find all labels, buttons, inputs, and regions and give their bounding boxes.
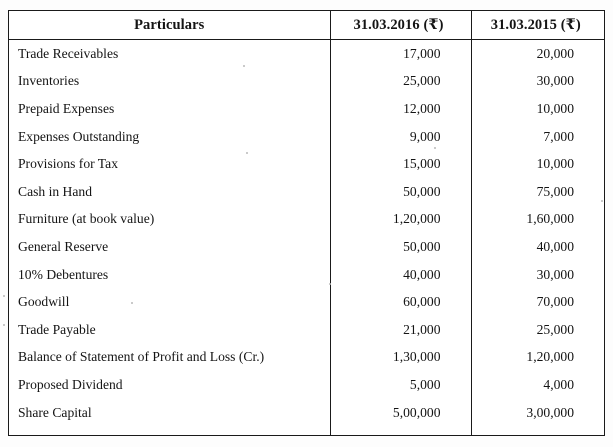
cell-particulars: Inventories — [18, 73, 80, 89]
table-row — [9, 68, 604, 96]
cell-particulars: Provisions for Tax — [18, 156, 118, 172]
cell-amount-2015: 10,000 — [471, 95, 604, 123]
cell-amount-2015: 70,000 — [471, 288, 604, 316]
cell-particulars: Proposed Dividend — [18, 376, 123, 392]
table-row — [9, 344, 604, 372]
cell-particulars: General Reserve — [18, 238, 109, 254]
cell-amount-2015: 4,000 — [471, 371, 604, 399]
table-row — [9, 206, 604, 234]
cell-amount-2016: 1,20,000 — [330, 206, 471, 234]
filler-cell — [9, 426, 330, 435]
scan-speck — [3, 324, 5, 326]
cell-particulars: Goodwill — [18, 294, 70, 310]
cell-amount-2015: 1,20,000 — [471, 344, 604, 372]
table-row — [9, 40, 604, 68]
column-header-amount-2016: 31.03.2016 (₹) — [330, 11, 471, 40]
table-row — [9, 288, 604, 316]
cell-particulars: 10% Debentures — [18, 266, 109, 282]
cell-amount-2016: 9,000 — [330, 123, 471, 151]
table-body — [9, 40, 604, 436]
scan-speck — [3, 295, 5, 297]
cell-amount-2016: 5,00,000 — [330, 399, 471, 427]
cell-amount-2016: 15,000 — [330, 150, 471, 178]
cell-amount-2016: 17,000 — [330, 40, 471, 68]
financial-table-container — [8, 10, 605, 436]
cell-amount-2015: 40,000 — [471, 233, 604, 261]
table-row — [9, 371, 604, 399]
cell-particulars: Balance of Statement of Profit and Loss (Cr.) — [18, 349, 265, 365]
column-header-amount-2015: 31.03.2015 (₹) — [471, 11, 604, 40]
financial-table — [9, 11, 604, 435]
cell-amount-2015: 20,000 — [471, 40, 604, 68]
table-row — [9, 123, 604, 151]
cell-amount-2016: 40,000 — [330, 261, 471, 289]
table-row — [9, 178, 604, 206]
cell-amount-2015: 75,000 — [471, 178, 604, 206]
cell-amount-2016: 5,000 — [330, 371, 471, 399]
cell-particulars: Prepaid Expenses — [18, 100, 115, 116]
cell-particulars: Cash in Hand — [18, 183, 93, 199]
table-filler-row — [9, 426, 604, 435]
table-header-row — [9, 11, 604, 40]
cell-amount-2015: 30,000 — [471, 68, 604, 96]
cell-amount-2016: 1,30,000 — [330, 344, 471, 372]
cell-amount-2015: 30,000 — [471, 261, 604, 289]
cell-particulars: Furniture (at book value) — [18, 211, 155, 227]
column-header-particulars: Particulars — [9, 11, 330, 40]
cell-amount-2016: 25,000 — [330, 68, 471, 96]
cell-amount-2016: 21,000 — [330, 316, 471, 344]
table-row — [9, 261, 604, 289]
cell-amount-2015: 10,000 — [471, 150, 604, 178]
cell-amount-2016: 50,000 — [330, 233, 471, 261]
cell-amount-2015: 1,60,000 — [471, 206, 604, 234]
table-row — [9, 316, 604, 344]
table-row — [9, 150, 604, 178]
cell-amount-2016: 60,000 — [330, 288, 471, 316]
cell-particulars: Expenses Outstanding — [18, 128, 140, 144]
filler-cell — [330, 426, 471, 435]
table-header — [9, 11, 604, 40]
cell-amount-2016: 50,000 — [330, 178, 471, 206]
cell-particulars: Trade Receivables — [18, 45, 119, 61]
cell-amount-2015: 7,000 — [471, 123, 604, 151]
cell-particulars: Share Capital — [18, 404, 92, 420]
filler-cell — [471, 426, 604, 435]
cell-amount-2015: 25,000 — [471, 316, 604, 344]
cell-particulars: Trade Payable — [18, 321, 96, 337]
table-row — [9, 399, 604, 427]
cell-amount-2015: 3,00,000 — [471, 399, 604, 427]
table-row — [9, 233, 604, 261]
table-row — [9, 95, 604, 123]
cell-amount-2016: 12,000 — [330, 95, 471, 123]
